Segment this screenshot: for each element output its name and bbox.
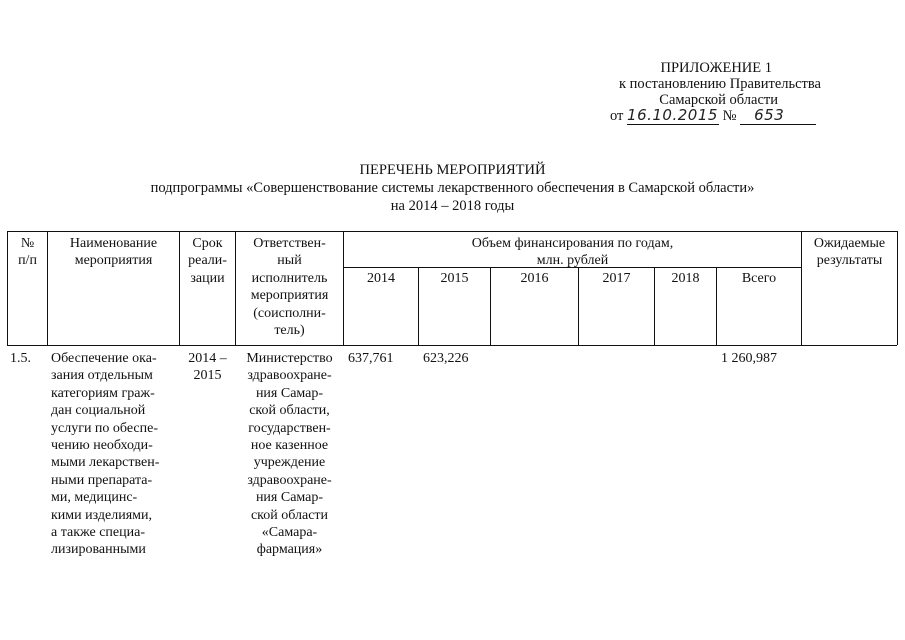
table-border-top: [7, 231, 897, 232]
row-total: 1 260,987: [721, 351, 777, 366]
header-year-2018: 2018: [671, 271, 700, 286]
row-value-2014: 637,761: [348, 351, 394, 366]
annex-line-1: к постановлению Правительства: [619, 76, 821, 92]
row-responsible: Министерство здравоохране- ния Самар- ской области, государствен- ное казенное учреждение здравоохране- ния Самар- ской области «Самара- фармация»: [246, 351, 333, 558]
row-name: Обеспечение ока- зания отдельным категориям граж- дан социальной услуги по обеспе- чению необходи- мыми лекарствен- ными препарата- ми, медицинс- кими изделиями, а также специа- лизированными: [51, 351, 160, 558]
header-name: Наименование мероприятия: [69, 236, 158, 269]
annex-line-2: Самарской области: [659, 92, 778, 108]
annex-title: ПРИЛОЖЕНИЕ 1: [660, 60, 772, 76]
handwritten-date: 16.10.2015: [627, 106, 718, 124]
table-header-bottom: [7, 345, 897, 346]
header-total: Всего: [741, 271, 777, 286]
table-border-right: [897, 231, 898, 345]
document-period: на 2014 – 2018 годы: [390, 198, 515, 214]
header-num: № п/п: [18, 236, 37, 269]
date-prefix: от: [610, 108, 624, 124]
row-value-2015: 623,226: [423, 351, 469, 366]
row-term: 2014 – 2015: [188, 351, 227, 384]
header-year-2016: 2016: [520, 271, 549, 286]
number-prefix: №: [722, 108, 737, 124]
header-year-2017: 2017: [602, 271, 631, 286]
header-responsible: Ответствен- ный исполнитель мероприятия (соисполни- тель): [250, 236, 329, 339]
annex-date-line: [610, 106, 816, 125]
header-year-2015: 2015: [440, 271, 469, 286]
header-results: Ожидаемые результаты: [813, 236, 886, 269]
row-num: 1.5.: [10, 351, 31, 366]
header-funding: Объем финансирования по годам, млн. рублей: [471, 236, 674, 269]
header-year-2014: 2014: [367, 271, 395, 286]
header-term: Срок реали- зации: [188, 236, 227, 286]
handwritten-number: 653: [740, 106, 816, 125]
document-subtitle: подпрограммы «Совершенствование системы лекарственного обеспечения в Самарской области»: [150, 180, 755, 196]
document-title: ПЕРЕЧЕНЬ МЕРОПРИЯТИЙ: [359, 162, 546, 178]
